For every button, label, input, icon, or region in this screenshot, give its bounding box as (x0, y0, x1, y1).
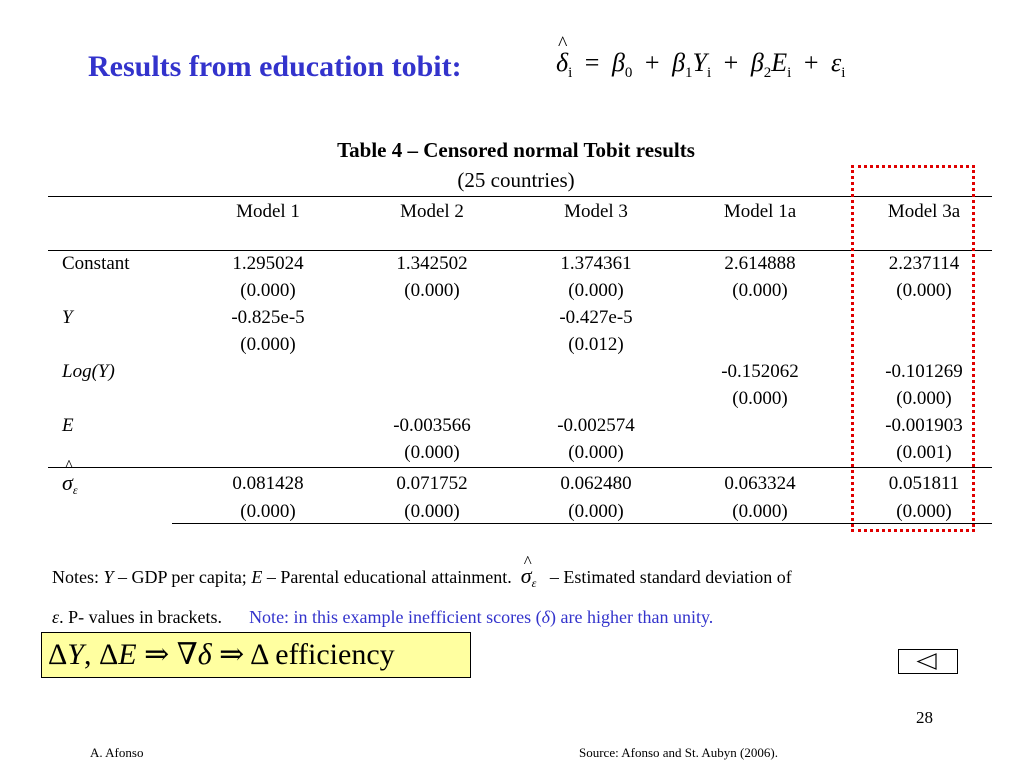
table-cell-pvalue: (0.000) (568, 279, 624, 301)
table-cell-pvalue: (0.000) (404, 279, 460, 301)
column-header: Model 3 (564, 200, 628, 222)
row-label-sigma (48, 470, 186, 498)
table-cell (186, 412, 350, 439)
notes-sigma-symbol: ^ σ (521, 559, 532, 593)
notes-pvalues: . P- values in brackets. (59, 607, 223, 627)
table-cell: -0.002574 (557, 414, 635, 436)
formula-sub: i (706, 65, 712, 81)
table-cell: 0.071752 (396, 473, 468, 494)
table-cell: 0.081428 (232, 473, 304, 494)
y-symbol: Y (692, 48, 707, 77)
table-cell: 1.295024 (232, 252, 304, 274)
formula-plus: + (803, 48, 819, 77)
table-cell-pvalue (186, 385, 350, 412)
slide-heading: Results from education tobit: (88, 50, 462, 83)
sigma-sub: ε (72, 483, 78, 497)
notes-e-def: – Parental educational attainment. (262, 567, 517, 587)
row-label-y: Y (62, 306, 73, 328)
formula-sub: 0 (624, 65, 633, 81)
column-header: Model 1a (723, 200, 797, 222)
table-cell-pvalue (350, 385, 514, 412)
formula-sub: i (787, 65, 792, 81)
notes-epsilon-symbol: ε (52, 607, 60, 627)
table-cell (350, 358, 514, 385)
table-cell: 2.614888 (724, 252, 796, 274)
implication-e: E (118, 638, 137, 671)
table-cell-pvalue: (0.000) (732, 279, 788, 301)
table-cell: -0.152062 (721, 360, 799, 382)
table-cell (186, 358, 350, 385)
back-button[interactable] (898, 649, 958, 674)
notes-y-symbol: Y (103, 567, 114, 587)
table-cell-pvalue: (0.000) (568, 441, 624, 463)
footer-source: Source: Afonso and St. Aubyn (2006). (579, 745, 778, 760)
table-cell: 1.374361 (560, 252, 632, 274)
table-cell-pvalue: (0.000) (896, 279, 952, 301)
table-cell-pvalue: (0.000) (240, 500, 296, 522)
table-cell: 2.237114 (888, 252, 960, 274)
formula-sub: i (841, 65, 846, 81)
blue-note-delta: δ (541, 607, 551, 627)
model-3a-highlight-box (851, 165, 975, 532)
table-title: Table 4 – Censored normal Tobit results (337, 138, 695, 162)
notes-prefix: Notes: (52, 567, 104, 587)
column-header: Model 3a (887, 200, 961, 222)
formula-eq: = (584, 48, 600, 77)
table-cell: 0.063324 (724, 473, 796, 494)
epsilon-symbol: ε (831, 48, 842, 77)
table-cell-pvalue (678, 439, 842, 466)
table-cell: -0.001903 (885, 414, 963, 436)
notes-e-symbol: E (251, 567, 263, 587)
tobit-formula (556, 48, 845, 82)
sigma-hat-symbol: ^ σ (62, 470, 73, 496)
table-cell (678, 304, 842, 331)
table-cell-pvalue: (0.000) (568, 500, 624, 522)
notes-sigma-def: – Estimated standard deviation of (545, 567, 792, 587)
formula-plus: + (644, 48, 660, 77)
formula-plus: + (723, 48, 739, 77)
column-header: Model 1 (236, 200, 300, 222)
table-cell-pvalue: (0.001) (896, 441, 952, 463)
table-subtitle: (25 countries) (457, 168, 575, 192)
notes-sigma-sub: ε (531, 576, 537, 590)
table-cell: -0.825e-5 (231, 306, 305, 328)
table-cell: 1.342502 (396, 252, 468, 274)
table-cell: -0.003566 (393, 414, 471, 436)
table-cell-pvalue: (0.000) (896, 500, 952, 522)
header-empty (48, 198, 186, 225)
formula-sub: 2 (763, 65, 772, 81)
formula-sub: i (568, 65, 573, 81)
table-notes (52, 559, 1002, 634)
table-cell-pvalue: (0.000) (240, 333, 296, 355)
implication-y: Y (67, 638, 84, 671)
table-cell-pvalue: (0.012) (568, 333, 624, 355)
page-number: 28 (916, 708, 933, 727)
footer-author: A. Afonso (90, 745, 144, 760)
implication-box: ΔY, ΔE ⇒ ∇δ ⇒ Δ efficiency (41, 632, 471, 678)
table-cell-pvalue: (0.000) (732, 387, 788, 409)
formula-sub: 1 (685, 65, 693, 81)
table-cell-pvalue: (0.000) (896, 387, 952, 409)
table-cell-pvalue (514, 385, 678, 412)
table-cell-pvalue: (0.000) (732, 500, 788, 522)
blue-note: Note: in this example inefficient scores (δ) are higher than unity. (249, 607, 714, 627)
table-cell: 0.051811 (888, 473, 960, 494)
table-cell (350, 304, 514, 331)
delta-hat-symbol: ^ δ (556, 48, 568, 78)
table-cell-pvalue (678, 331, 842, 358)
table-cell-pvalue (350, 331, 514, 358)
table-cell (678, 412, 842, 439)
beta2-symbol: β (750, 48, 764, 77)
table-cell-pvalue: (0.000) (404, 500, 460, 522)
row-label-constant: Constant (62, 252, 130, 274)
table-cell-pvalue: (0.000) (240, 279, 296, 301)
table-cell: -0.427e-5 (559, 306, 633, 328)
table-cell (514, 358, 678, 385)
row-label-logy: Log(Y) (62, 360, 115, 382)
notes-y-def: – GDP per capita; (113, 567, 252, 587)
table-cell-pvalue (186, 439, 350, 466)
row-label-e: E (62, 414, 74, 436)
table-cell: -0.101269 (885, 360, 963, 382)
implication-delta: δ (197, 638, 212, 671)
beta0-symbol: β (611, 48, 625, 77)
table-cell: 0.062480 (560, 473, 632, 494)
e-symbol: E (771, 48, 788, 77)
back-triangle-icon (899, 650, 957, 673)
beta1-symbol: β (672, 48, 686, 77)
table-cell-pvalue: (0.000) (404, 441, 460, 463)
column-header: Model 2 (400, 200, 464, 222)
